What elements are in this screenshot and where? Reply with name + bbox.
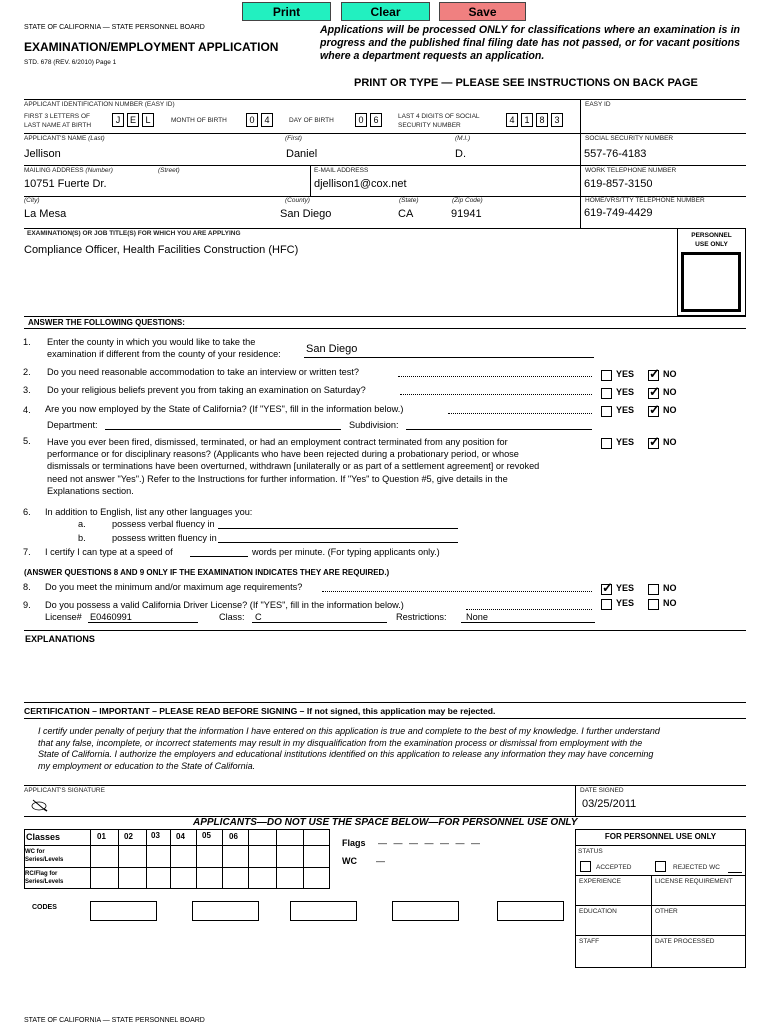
day-box[interactable]: 0 bbox=[355, 113, 367, 127]
signature-label: APPLICANT'S SIGNATURE bbox=[24, 787, 105, 794]
q6a-letter: a. bbox=[78, 519, 86, 529]
state-field[interactable]: CA bbox=[398, 208, 414, 220]
pen-icon[interactable] bbox=[30, 797, 50, 813]
q7-text-post: words per minute. (For typing applicants only.) bbox=[252, 547, 440, 557]
print-button[interactable]: Print bbox=[242, 2, 331, 21]
q6a-text: possess verbal fluency in bbox=[112, 519, 215, 529]
city-field[interactable]: La Mesa bbox=[24, 208, 67, 220]
department-label: Department: bbox=[47, 420, 98, 430]
ssn-field[interactable]: 557-76-4183 bbox=[584, 148, 647, 160]
month-of-birth-label: MONTH OF BIRTH bbox=[171, 117, 227, 124]
first3-label: FIRST 3 LETTERS OF LAST NAME AT BIRTH bbox=[24, 113, 92, 129]
street-label: (Street) bbox=[158, 167, 180, 174]
education-label: EDUCATION bbox=[579, 908, 617, 915]
department-field[interactable] bbox=[105, 429, 341, 430]
accepted-checkbox[interactable] bbox=[580, 861, 591, 872]
no-label: NO bbox=[663, 387, 677, 397]
letter-box[interactable]: L bbox=[142, 113, 154, 127]
license-field[interactable]: E0460991 bbox=[90, 612, 132, 622]
q9-yes-checkbox[interactable] bbox=[601, 599, 612, 610]
date-processed-label: DATE PROCESSED bbox=[655, 938, 715, 945]
form-number: STD. 678 (REV. 6/2010) Page 1 bbox=[24, 59, 117, 66]
q4-yes-checkbox[interactable] bbox=[601, 406, 612, 417]
ssn-digit-box[interactable]: 1 bbox=[521, 113, 533, 127]
q6b-text: possess written fluency in bbox=[112, 533, 217, 543]
q1-number: 1. bbox=[23, 337, 31, 347]
no-label: NO bbox=[663, 437, 677, 447]
address-field[interactable]: 10751 Fuerte Dr. bbox=[24, 178, 107, 190]
q9-no-checkbox[interactable] bbox=[648, 599, 659, 610]
classes-label: Classes bbox=[26, 832, 61, 842]
zip-field[interactable]: 91941 bbox=[451, 208, 482, 220]
yes-label: YES bbox=[616, 369, 635, 379]
ssn-digit-box[interactable]: 3 bbox=[551, 113, 563, 127]
q9-number: 9. bbox=[23, 600, 31, 610]
code-box[interactable] bbox=[290, 901, 357, 921]
mi-label: (M.I.) bbox=[455, 135, 471, 142]
license-requirement-label: LICENSE REQUIREMENT bbox=[655, 878, 733, 885]
class-number: 04 bbox=[176, 832, 185, 841]
ssn4-label: LAST 4 DIGITS OF SOCIAL SECURITY NUMBER bbox=[398, 113, 480, 129]
personnel-use-only-label: FOR PERSONNEL USE ONLY bbox=[604, 832, 717, 841]
q8-no-checkbox[interactable] bbox=[648, 584, 659, 595]
q1-county-field[interactable]: San Diego bbox=[306, 343, 358, 355]
q4-number: 4. bbox=[23, 405, 31, 415]
letter-box[interactable]: J bbox=[112, 113, 124, 127]
county-field[interactable]: San Diego bbox=[280, 208, 332, 220]
date-signed-label: DATE SIGNED bbox=[580, 787, 624, 794]
application-notice: Applications will be processed ONLY for classifications where an examination is in progress and the published final filing date has not passed, or for vacant positions where a department requests an application. bbox=[320, 24, 740, 62]
flags-blanks: — — — — — — — bbox=[378, 838, 483, 848]
ssn-digit-box[interactable]: 4 bbox=[506, 113, 518, 127]
code-box[interactable] bbox=[392, 901, 459, 921]
class-field[interactable]: C bbox=[255, 612, 262, 622]
q9-text: Do you possess a valid California Driver License? (If "YES", fill in the information below.) bbox=[45, 600, 404, 610]
mailing-address-label: MAILING ADDRESS (Number) bbox=[24, 167, 113, 174]
certification-title: CERTIFICATION – IMPORTANT – PLEASE READ BEFORE SIGNING – If not signed, this application may be rejected. bbox=[24, 706, 496, 716]
day-of-birth-label: DAY OF BIRTH bbox=[289, 117, 334, 124]
yes-label: YES bbox=[616, 583, 635, 593]
checkmark-icon: ✓ bbox=[649, 434, 660, 449]
personnel-banner: APPLICANTS—DO NOT USE THE SPACE BELOW—FOR PERSONNEL USE ONLY bbox=[193, 817, 578, 828]
q6-number: 6. bbox=[23, 507, 31, 517]
q3-text: Do your religious beliefs prevent you from taking an examination on Saturday? bbox=[47, 385, 366, 395]
wc-series-label: WC for Series/Levels bbox=[25, 849, 64, 863]
agency-header: STATE OF CALIFORNIA — STATE PERSONNEL BOARD bbox=[24, 24, 205, 31]
checkmark-icon: ✓ bbox=[649, 402, 660, 417]
no-label: NO bbox=[663, 369, 677, 379]
date-signed-field[interactable]: 03/25/2011 bbox=[582, 798, 637, 810]
q1-line2: examination if different from the county of your residence: bbox=[47, 349, 281, 359]
q1-line1: Enter the county in which you would like to take the bbox=[47, 337, 256, 347]
exam-field[interactable]: Compliance Officer, Health Facilities Construction (HFC) bbox=[24, 244, 299, 256]
q8-yes-checkbox[interactable] bbox=[601, 580, 613, 595]
q3-yes-checkbox[interactable] bbox=[601, 388, 612, 399]
class-number: 01 bbox=[97, 832, 106, 841]
typing-speed-field[interactable] bbox=[190, 556, 248, 557]
checkmark-icon: ✓ bbox=[649, 384, 660, 399]
code-box[interactable] bbox=[497, 901, 564, 921]
email-label: E-MAIL ADDRESS bbox=[314, 167, 369, 174]
first-name-field[interactable]: Daniel bbox=[286, 148, 318, 160]
month-box[interactable]: 4 bbox=[261, 113, 273, 127]
q7-number: 7. bbox=[23, 547, 31, 557]
no-label: NO bbox=[663, 598, 677, 608]
codes-label: CODES bbox=[32, 904, 57, 911]
q4-text: Are you now employed by the State of California? (If "YES", fill in the information below.) bbox=[45, 404, 404, 414]
class-number: 05 bbox=[202, 831, 211, 840]
wc-blank: — bbox=[376, 856, 385, 866]
print-or-type-notice: PRINT OR TYPE — PLEASE SEE INSTRUCTIONS ON BACK PAGE bbox=[354, 77, 698, 89]
q2-yes-checkbox[interactable] bbox=[601, 370, 612, 381]
q4-no-checkbox[interactable] bbox=[648, 402, 660, 417]
footer-agency: STATE OF CALIFORNIA — STATE PERSONNEL BOARD bbox=[24, 1017, 205, 1024]
home-phone-label: HOME/VRS/TTY TELEPHONE NUMBER bbox=[585, 197, 705, 204]
state-label: (State) bbox=[399, 197, 419, 204]
clear-button[interactable]: Clear bbox=[341, 2, 430, 21]
q5-number: 5. bbox=[23, 436, 31, 446]
class-number: 03 bbox=[151, 831, 160, 840]
class-number: 02 bbox=[124, 832, 133, 841]
class-label: Class: bbox=[219, 612, 245, 622]
county-label: (County) bbox=[285, 197, 310, 204]
applicant-name-label: APPLICANT'S NAME (Last) bbox=[24, 135, 105, 142]
flags-label: Flags bbox=[342, 838, 366, 848]
status-label: STATUS bbox=[578, 848, 603, 855]
yes-label: YES bbox=[616, 437, 635, 447]
q5-no-checkbox[interactable] bbox=[648, 434, 660, 449]
q5-text: Have you ever been fired, dismissed, terminated, or had an employment contract terminated from any position for performance or for disciplinary reasons? (Applicants who have been rejected during a probationary period, or whose dismissals or terminations have been overturned, withdrawn [unilaterally or as part of a settlement agreement] or revoked need not answer "Yes".) Refer to the Instructions for further information. If "Yes" to Question #5, give details in the Explanations section. bbox=[47, 437, 540, 496]
class-number: 06 bbox=[229, 832, 238, 841]
written-fluency-field[interactable] bbox=[218, 542, 458, 543]
no-label: NO bbox=[663, 405, 677, 415]
accepted-label: ACCEPTED bbox=[596, 864, 632, 871]
last-name-field[interactable]: Jellison bbox=[24, 148, 61, 160]
no-label: NO bbox=[663, 583, 677, 593]
other-label: OTHER bbox=[655, 908, 678, 915]
work-phone-field[interactable]: 619-857-3150 bbox=[584, 178, 653, 190]
mi-field[interactable]: D. bbox=[455, 148, 466, 160]
experience-label: EXPERIENCE bbox=[579, 878, 621, 885]
yes-label: YES bbox=[616, 405, 635, 415]
wc-label: WC bbox=[342, 856, 357, 866]
subdivision-field[interactable] bbox=[406, 429, 592, 430]
yes-label: YES bbox=[616, 387, 635, 397]
subdivision-label: Subdivision: bbox=[349, 420, 399, 430]
q5-yes-checkbox[interactable] bbox=[601, 438, 612, 449]
certification-text: I certify under penalty of perjury that the information I have entered on this application is true and complete to the best of my knowledge. I further understand that any false, incomplete, or incorrect statements may result in my disqualification from the examination process or dismissal from employment with the State of California. I authorize the employers and educational institutions identified on this application to release any information they may have concerning my employment or education to the State of California. bbox=[38, 726, 660, 771]
rejected-checkbox[interactable] bbox=[655, 861, 666, 872]
explanations-field[interactable] bbox=[24, 646, 746, 702]
exam-label: EXAMINATION(S) OR JOB TITLE(S) FOR WHICH YOU ARE APPLYING bbox=[27, 230, 241, 237]
staff-label: STAFF bbox=[579, 938, 600, 945]
work-phone-label: WORK TELEPHONE NUMBER bbox=[585, 167, 677, 174]
q3-no-checkbox[interactable] bbox=[648, 384, 660, 399]
checkmark-icon: ✓ bbox=[602, 580, 613, 595]
day-box[interactable]: 6 bbox=[370, 113, 382, 127]
q8-number: 8. bbox=[23, 582, 31, 592]
q2-text: Do you need reasonable accommodation to take an interview or written test? bbox=[47, 367, 360, 377]
restrictions-label: Restrictions: bbox=[396, 612, 447, 622]
yes-label: YES bbox=[616, 598, 635, 608]
ssn-digit-box[interactable]: 8 bbox=[536, 113, 548, 127]
explanations-label: EXPLANATIONS bbox=[25, 634, 95, 644]
form-title: EXAMINATION/EMPLOYMENT APPLICATION bbox=[24, 40, 279, 54]
q2-number: 2. bbox=[23, 367, 31, 377]
city-label: (City) bbox=[24, 197, 40, 204]
email-field[interactable]: djellison1@cox.net bbox=[314, 178, 407, 190]
easy-id-label: EASY ID bbox=[585, 101, 611, 108]
letter-box[interactable]: E bbox=[127, 113, 139, 127]
save-button[interactable]: Save bbox=[439, 2, 526, 21]
license-label: License# bbox=[45, 612, 82, 622]
q3-number: 3. bbox=[23, 385, 31, 395]
home-phone-field[interactable]: 619-749-4429 bbox=[584, 207, 653, 219]
q2-no-checkbox[interactable] bbox=[648, 366, 660, 381]
month-box[interactable]: 0 bbox=[246, 113, 258, 127]
rc-flag-label: RC/Flag for Series/Levels bbox=[25, 871, 64, 885]
q6b-letter: b. bbox=[78, 533, 86, 543]
zip-label: (Zip Code) bbox=[452, 197, 483, 204]
rejected-label: REJECTED WC bbox=[673, 864, 720, 871]
q89-header: (ANSWER QUESTIONS 8 AND 9 ONLY IF THE EXAMINATION INDICATES THEY ARE REQUIRED.) bbox=[24, 568, 390, 577]
restrictions-field[interactable]: None bbox=[466, 612, 488, 622]
ssn-label: SOCIAL SECURITY NUMBER bbox=[585, 135, 674, 142]
questions-header: ANSWER THE FOLLOWING QUESTIONS: bbox=[28, 318, 185, 327]
applicant-id-label: APPLICANT IDENTIFICATION NUMBER (EASY ID) bbox=[24, 101, 175, 108]
q8-text: Do you meet the minimum and/or maximum age requirements? bbox=[45, 582, 303, 592]
verbal-fluency-field[interactable] bbox=[218, 528, 458, 529]
code-box[interactable] bbox=[192, 901, 259, 921]
code-box[interactable] bbox=[90, 901, 157, 921]
q6-text: In addition to English, list any other languages you: bbox=[45, 507, 253, 517]
personnel-use-box: PERSONNEL USE ONLY bbox=[677, 228, 746, 316]
checkmark-icon: ✓ bbox=[649, 366, 660, 381]
q7-text-pre: I certify I can type at a speed of bbox=[45, 547, 173, 557]
first-name-label: (First) bbox=[285, 135, 302, 142]
